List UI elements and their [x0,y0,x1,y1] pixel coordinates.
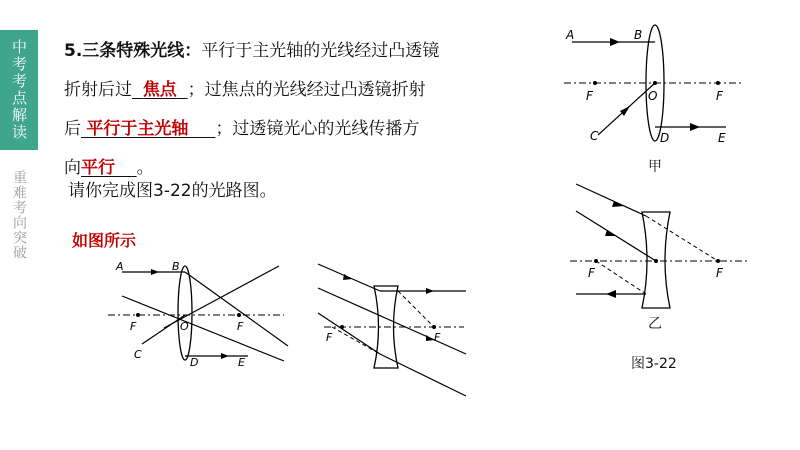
label-e: E [238,356,245,369]
label-a-jia: A [566,28,575,42]
question-number: 5. [64,41,83,61]
dashed-from-focus-yi [596,261,646,294]
ray-through-center [122,296,284,361]
figure-label-yi: 乙 [648,316,662,332]
dashed-to-focus-yi [646,216,718,261]
sidebar-tab-difficult-points[interactable] [0,170,38,290]
instruction-text: 请你完成图3-22的光路图。 [68,181,277,201]
figure-jia-convex-lens [560,20,750,162]
convex-lens [178,266,192,360]
question-line3-end: ；过透镜光心的光线传播方 [215,119,420,139]
figure-label-jia: 甲 [648,159,662,175]
center-o-jia [653,81,657,85]
focus-point-right-2 [432,325,436,329]
sidebar-tab-difficult-points-label: 重难考向突破 [11,170,27,260]
label-a: A [116,260,124,273]
focus-point-right [237,313,241,317]
label-f-right-yi: F [716,266,723,280]
question-line4-start: 向 [64,158,81,178]
sidebar-tab-exam-points-label: 中考考点解读 [10,39,28,141]
question-line-2 [64,71,534,110]
label-f-left-yi: F [588,266,595,280]
question-text [64,32,534,188]
label-d: D [190,356,199,369]
label-c: C [134,348,142,361]
question-line3-start: 后 [64,119,81,139]
focus-point-left [136,313,140,317]
label-f-left-jia: F [586,89,593,103]
label-o: O [180,320,189,333]
focus-left-yi [594,259,598,263]
question-line-3 [64,110,534,149]
label-f-right-2: F [434,331,441,344]
incident-ray-upper-yi [576,184,646,216]
figure-yi-concave-lens [566,176,752,312]
question-line2-end: ；过焦点的光线经过凸透镜折射 [187,80,426,100]
answer-convex-lens-diagram [104,258,294,370]
label-f-right: F [237,320,244,333]
question-line1-text: 平行于主光轴的光线经过凸透镜 [201,41,440,61]
label-c-jia: C [590,129,599,143]
label-b-jia: B [634,28,643,42]
question-line4-end: 。 [136,158,154,178]
sidebar-tab-exam-points[interactable] [0,30,38,150]
center-yi [654,259,658,263]
label-f-left-2: F [326,331,333,344]
dashed-construction-right [398,291,434,327]
label-d-jia: D [660,131,670,145]
ray-through-center-2 [318,288,466,354]
figure-caption: 图3-22 [631,356,677,372]
label-f-right-jia: F [716,89,723,103]
question-line2-start: 折射后过 [64,80,132,100]
question-line-1 [64,32,534,71]
focus-point-left-2 [340,325,344,329]
answer-focus: 焦点 [142,80,177,100]
question-title: 三条特殊光线： [82,41,202,61]
label-b: B [172,260,180,273]
focus-right-yi [716,259,720,263]
label-e-jia: E [718,131,726,145]
focus-left-jia [593,81,597,85]
label-f-left: F [130,320,137,333]
answer-parallel-axis: 平行于主光轴 [86,119,189,139]
label-o-jia: O [648,89,658,103]
refracted-ray-lower [380,354,466,396]
demo-label: 如图所示 [72,231,137,250]
focus-right-jia [716,81,720,85]
answer-parallel: 平行 [81,158,115,178]
answer-concave-lens-diagram [316,258,476,404]
